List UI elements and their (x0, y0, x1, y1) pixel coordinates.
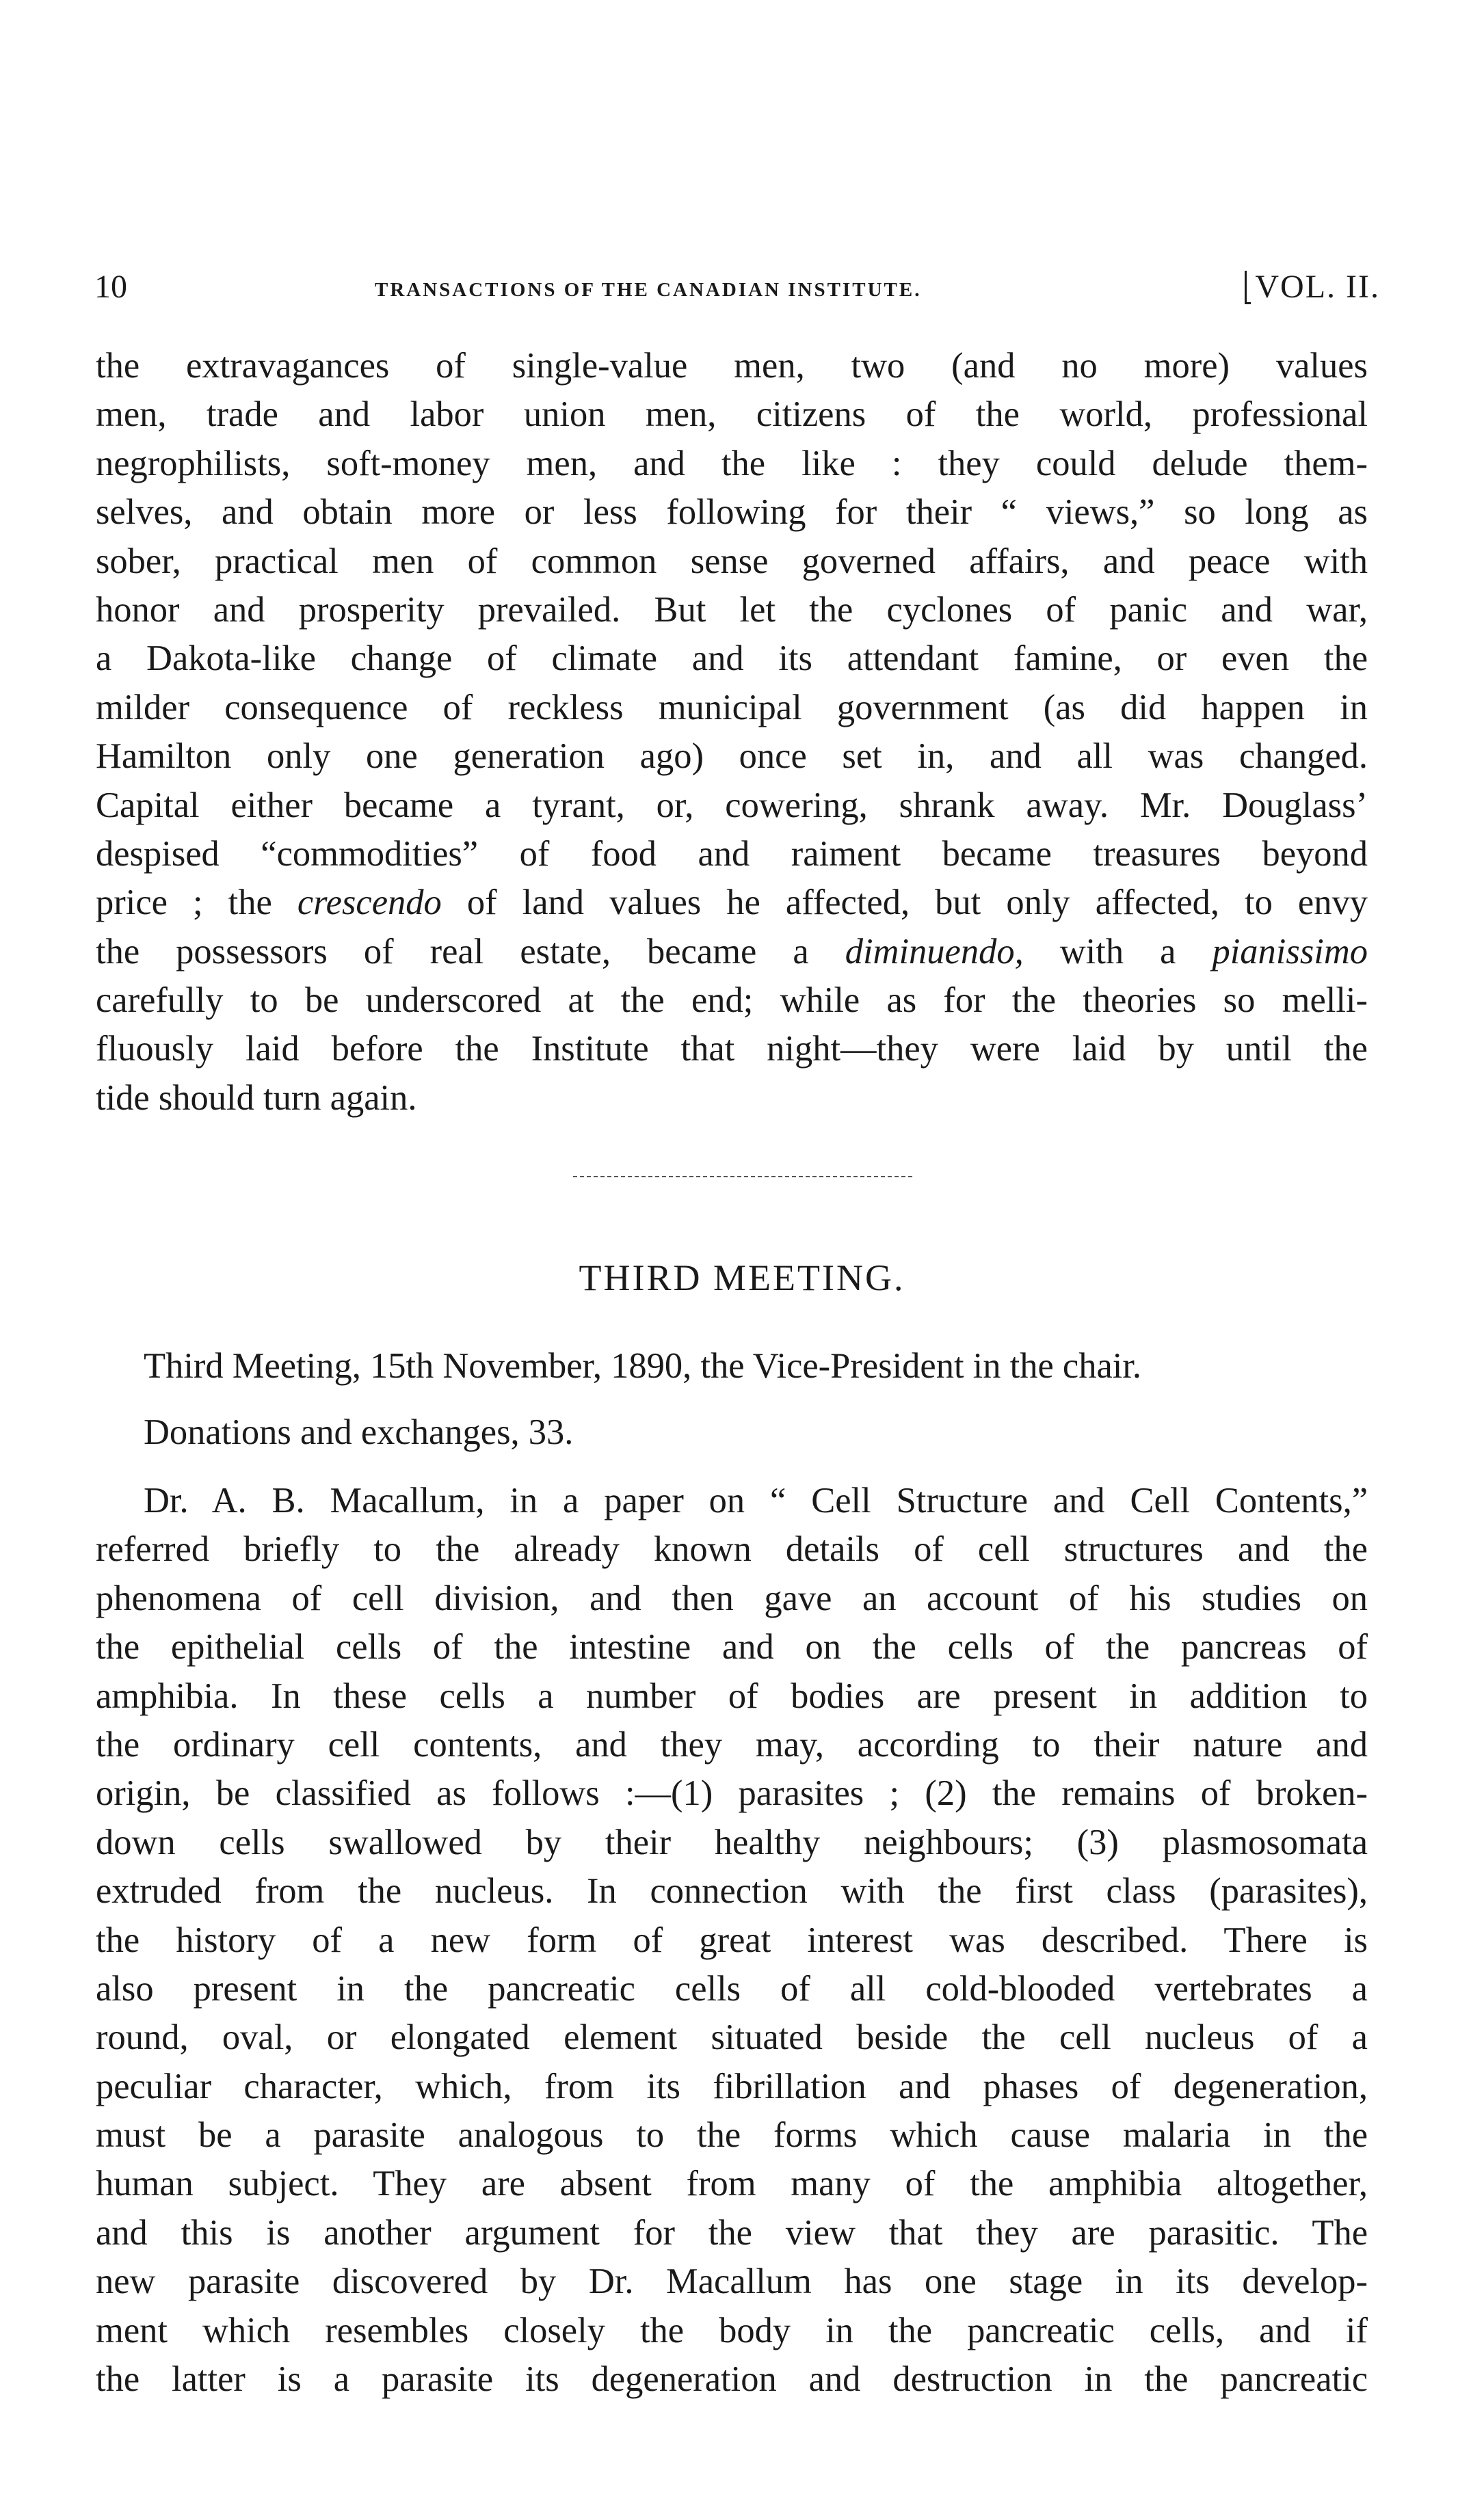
text-line: must be a parasite analogous to the forms which cause malaria in the (96, 2115, 1368, 2156)
text-run: of land values he affected, but only affected, to envy (441, 883, 1368, 923)
section-heading: THIRD MEETING. (579, 1257, 905, 1298)
text-line: peculiar character, which, from its fibrillation and phases of degeneration, (96, 2066, 1368, 2106)
text-line: a Dakota-like change of climate and its attendant famine, or even the (96, 639, 1368, 679)
text-line: human subject. They are absent from many of the amphibia altogether, (96, 2164, 1368, 2204)
text-line: also present in the pancreatic cells of all cold-blooded vertebrates a (96, 1968, 1368, 2009)
macallum-paragraph (96, 1477, 1368, 2404)
text-line: the ordinary cell contents, and they may, according to their nature and (96, 1724, 1368, 1765)
italic-term: pianissimo (1212, 931, 1368, 971)
section-divider (573, 1176, 912, 1180)
text-line: Hamilton only one generation ago) once set in, and all was changed. (96, 736, 1368, 777)
text-line: tide should turn again. (96, 1077, 417, 1118)
text-line: extruded from the nucleus. In connection with the first class (parasites), (96, 1871, 1368, 1912)
text-line: selves, and obtain more or less following for their “ views,” so long as (96, 492, 1368, 533)
text-line: sober, practical men of common sense governed affairs, and peace with (96, 541, 1368, 581)
text-line (96, 928, 1368, 976)
meeting-line: Third Meeting, 15th November, 1890, the Vice-President in the chair. (144, 1346, 1142, 1386)
italic-term: crescendo (297, 883, 442, 923)
text-run: the possessors of real estate, became a (96, 931, 845, 971)
text-line: referred briefly to the already known details of cell structures and the (96, 1529, 1368, 1570)
italic-term: diminuendo, (845, 931, 1024, 971)
text-line: the extravagances of single-value men, two (and no more) values (96, 346, 1368, 386)
text-line: the epithelial cells of the intestine and on the cells of the pancreas of (96, 1627, 1368, 1667)
volume-text: VOL. II. (1255, 269, 1380, 305)
text-line: Dr. A. B. Macallum, in a paper on “ Cell Structure and Cell Contents,” (144, 1481, 1368, 1520)
text-line: origin, be classified as follows :—(1) parasites ; (2) the remains of broken- (96, 1773, 1368, 1814)
text-run: with a (1023, 931, 1213, 971)
bracket-mark (1245, 271, 1251, 304)
text-line: carefully to be underscored at the end; while as for the theories so melli- (96, 980, 1368, 1021)
text-line: amphibia. In these cells a number of bodies are present in addition to (96, 1676, 1368, 1716)
volume-label (1245, 268, 1380, 306)
text-line: negrophilists, soft-money men, and the like : they could delude them- (96, 443, 1368, 483)
text-run: price ; the (96, 883, 297, 923)
text-line: the latter is a parasite its degeneration and destruction in the pancreatic (96, 2359, 1368, 2400)
text-line: down cells swallowed by their healthy neighbours; (3) plasmosomata (96, 1822, 1368, 1862)
text-line: ment which resembles closely the body in the pancreatic cells, and if (96, 2310, 1368, 2350)
continued-paragraph (96, 342, 1368, 1123)
text-line: and this is another argument for the view that they are parasitic. The (96, 2212, 1368, 2253)
text-line: Capital either became a tyrant, or, cowering, shrank away. Mr. Douglass’ (96, 785, 1368, 825)
text-line: round, oval, or elongated element situated beside the cell nucleus of a (96, 2018, 1368, 2058)
text-line: new parasite discovered by Dr. Macallum has one stage in its develop- (96, 2262, 1368, 2302)
text-line: despised “commodities” of food and raiment became treasures beyond (96, 833, 1368, 874)
text-line: honor and prosperity prevailed. But let the cyclones of panic and war, (96, 589, 1368, 630)
text-line (96, 879, 1368, 927)
text-line: fluously laid before the Institute that night—they were laid by until the (96, 1029, 1368, 1069)
donations-line: Donations and exchanges, 33. (144, 1412, 574, 1452)
text-line: milder consequence of reckless municipal government (as did happen in (96, 687, 1368, 727)
text-line: phenomena of cell division, and then gave an account of his studies on (96, 1578, 1368, 1618)
text-line: the history of a new form of great interest was described. There is (96, 1920, 1368, 1960)
running-head (94, 268, 1380, 309)
journal-title: TRANSACTIONS OF THE CANADIAN INSTITUTE. (375, 279, 922, 301)
page-number: 10 (94, 269, 127, 305)
text-line: men, trade and labor union men, citizens of the world, professional (96, 394, 1368, 435)
